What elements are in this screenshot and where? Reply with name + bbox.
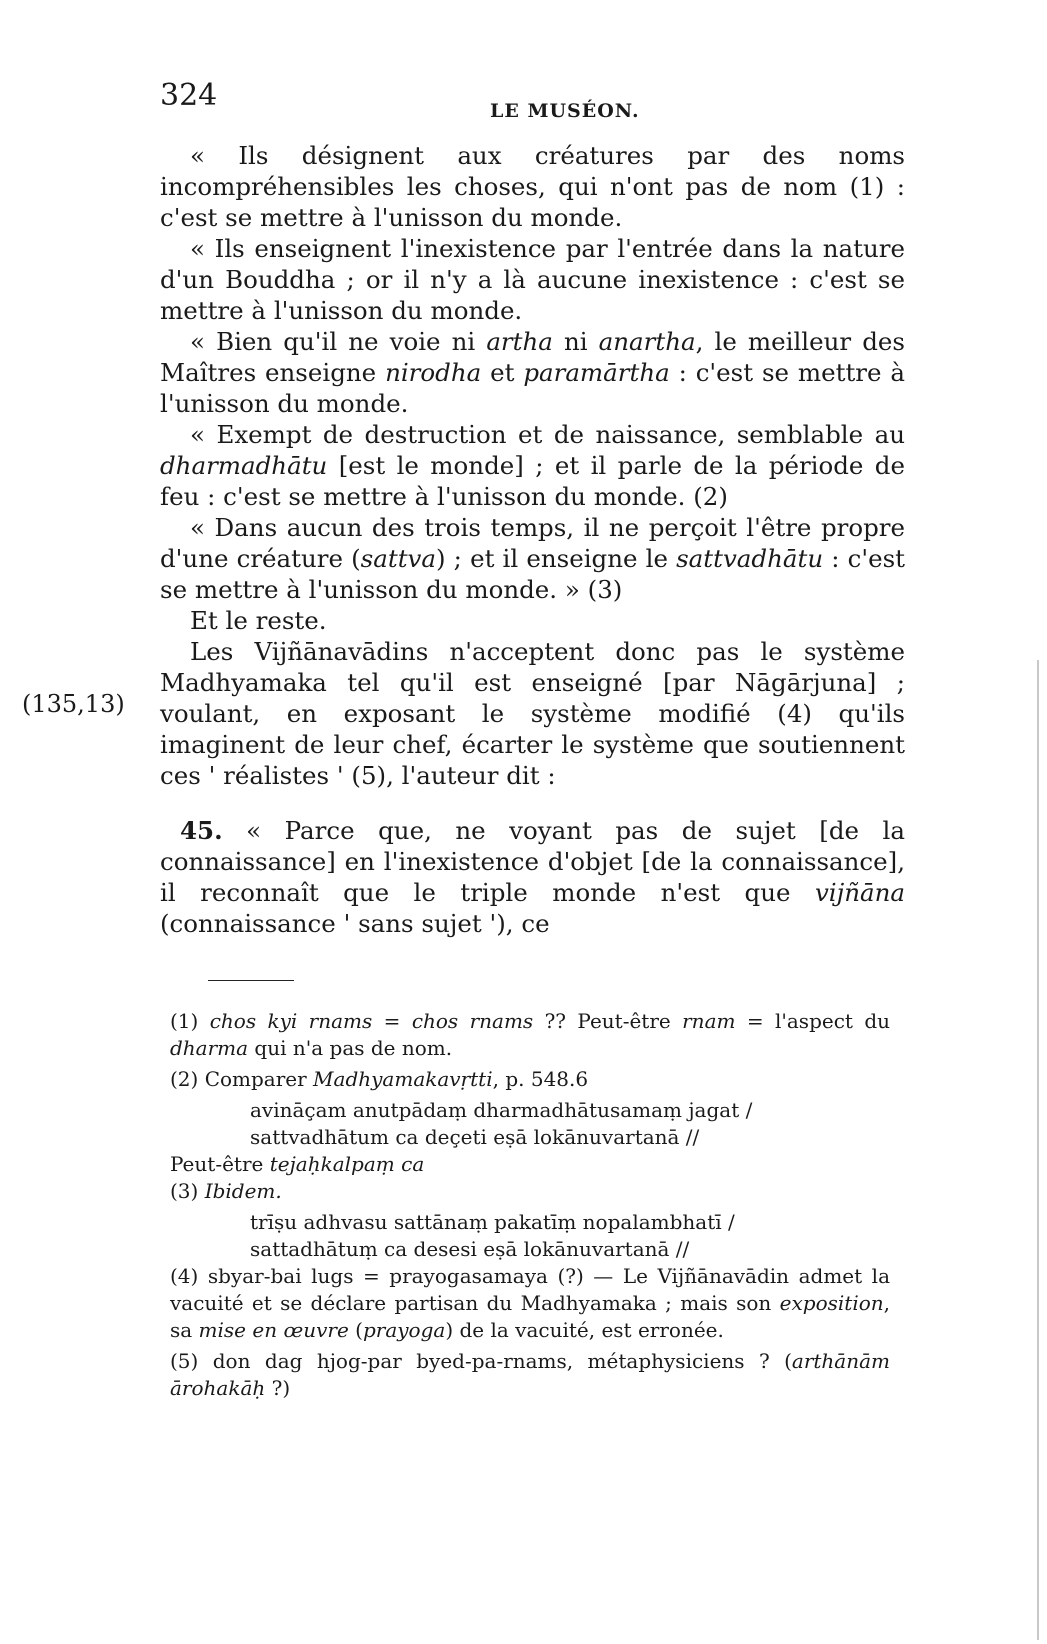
text-run: Peut-être — [170, 1152, 270, 1176]
text-run: et — [481, 358, 524, 387]
text-run: ) ; et il enseigne le — [436, 544, 677, 573]
verse-line: trīṣu adhvasu sattānaṃ pakatīṃ nopalambhatī / — [250, 1210, 735, 1234]
note-mark: (3) — [170, 1179, 205, 1203]
text-run: Ibidem. — [204, 1179, 282, 1203]
text-run: arthānām ārohakāḥ — [170, 1349, 891, 1400]
text-run: (connaissance ' sans sujet '), ce — [160, 909, 550, 938]
text-run: « Bien qu'il ne voie ni — [190, 327, 487, 356]
text-run: dharma — [170, 1036, 249, 1060]
page-edge-shadow — [1037, 660, 1039, 1640]
text-run: « Dans aucun des trois temps, il ne perçoit l'être propre d'une créature ( — [160, 513, 905, 573]
paragraph-1: « Ils désignent aux créatures par des noms incompréhensibles les choses, qui n'ont pas de nom (1) : c'est se mettre à l'unisson du monde. — [160, 141, 905, 232]
paragraph-6: Et le reste. — [190, 606, 327, 635]
text-run: exposition — [779, 1291, 884, 1315]
text-run: = l'aspect du — [735, 1009, 891, 1033]
verse-number: 45. — [180, 816, 223, 845]
paragraph-7: Les Vijñānavādins n'acceptent donc pas le système Madhyamaka tel qu'il est enseigné [par Nāgārjuna] ; voulant, en exposant le système modifié (4) qu'ils imaginent de leur chef, écarter le système que soutiennent ces ' réalistes ' (5), l'auteur dit : — [160, 637, 905, 790]
text-run: [est le monde] ; et il parle de la période de feu : c'est se mettre à l'unisson du monde. (2) — [160, 451, 905, 511]
note-mark: (1) — [170, 1009, 210, 1033]
text-run: = — [372, 1009, 412, 1033]
text-run: « Parce que, ne voyant pas de sujet [de la connaissance] en l'inexistence d'objet [de la connaissance], il reconnaît que le triple monde n'est que — [160, 816, 905, 907]
term-artha: artha — [486, 327, 553, 356]
term-nirodha: nirodha — [385, 358, 482, 387]
text-run: , p. 548.6 — [492, 1067, 589, 1091]
text-run: qui n'a pas de nom. — [248, 1036, 453, 1060]
text-run: don dag hjog-par byed-pa-rnams, métaphysiciens ? ( — [212, 1349, 792, 1373]
paragraph-2: « Ils enseignent l'inexistence par l'entrée dans la nature d'un Bouddha ; or il n'y a là aucune inexistence : c'est se mettre à l'unisson du monde. — [160, 234, 905, 325]
paragraph-4 — [160, 419, 905, 512]
text-run: Madhyamakavṛtti — [313, 1067, 493, 1091]
paragraph-3 — [160, 326, 905, 419]
margin-reference: (135,13) — [22, 690, 125, 718]
text-run: mise en œuvre — [198, 1318, 349, 1342]
note-mark: (4) — [170, 1264, 208, 1288]
footnote-2-continued — [170, 1151, 890, 1178]
text-run: sbyar-bai lugs = prayogasamaya (?) — Le Vijñānavādin admet la vacuité et se déclare partisan du Madhyamaka ; mais son — [170, 1264, 890, 1315]
paragraph-5 — [160, 512, 905, 605]
note-mark: (2) Comparer — [170, 1067, 314, 1091]
text-run: : c'est se mettre à l'unisson du monde. » (3) — [160, 544, 905, 604]
footnote-4 — [170, 1263, 890, 1344]
text-run: « Exempt de destruction et de naissance, semblable au — [190, 420, 905, 449]
note-mark: (5) — [170, 1349, 213, 1373]
text-run: chos rnams — [411, 1009, 534, 1033]
text-run: ni — [552, 327, 599, 356]
text-run: , sa — [170, 1291, 890, 1342]
text-run: ( — [348, 1318, 363, 1342]
footnote-3 — [170, 1178, 890, 1205]
footnote-2 — [170, 1066, 890, 1093]
verse-line: sattvadhātum ca deçeti eṣā lokānuvartanā // — [250, 1125, 700, 1149]
term-anartha: anartha — [598, 327, 696, 356]
text-run: ?? Peut-être — [533, 1009, 683, 1033]
verse-45 — [160, 815, 905, 939]
verse-line: sattadhātuṃ ca desesi eṣā lokānuvartanā // — [250, 1237, 690, 1261]
page-number: 324 — [160, 78, 218, 113]
term-paramartha: paramārtha — [523, 358, 670, 387]
footnote-rule — [208, 980, 294, 981]
text-run: chos kyi rnams — [209, 1009, 373, 1033]
running-head: LE MUSÉON. — [490, 100, 640, 122]
footnotes — [170, 1008, 890, 1406]
footnote-1 — [170, 1008, 890, 1062]
term-dharmadhatu: dharmadhātu — [160, 451, 328, 480]
text-run: , le meilleur des Maîtres enseigne — [160, 327, 905, 387]
text-run: tejaḥkalpaṃ ca — [269, 1152, 425, 1176]
text-run: ?) — [265, 1376, 291, 1400]
text-run: rnam — [682, 1009, 736, 1033]
term-vijnana: vijñāna — [814, 878, 905, 907]
text-run: ) de la vacuité, est erronée. — [445, 1318, 724, 1342]
text-run: : c'est se mettre à l'unisson du monde. — [160, 358, 905, 418]
main-text — [160, 140, 905, 939]
term-sattvadhatu: sattvadhātu — [676, 544, 824, 573]
text-run: prayoga — [362, 1318, 446, 1342]
footnote-5 — [170, 1348, 890, 1402]
verse-line: avināçam anutpādaṃ dharmadhātusamaṃ jagat / — [250, 1098, 753, 1122]
term-sattva: sattva — [360, 544, 436, 573]
